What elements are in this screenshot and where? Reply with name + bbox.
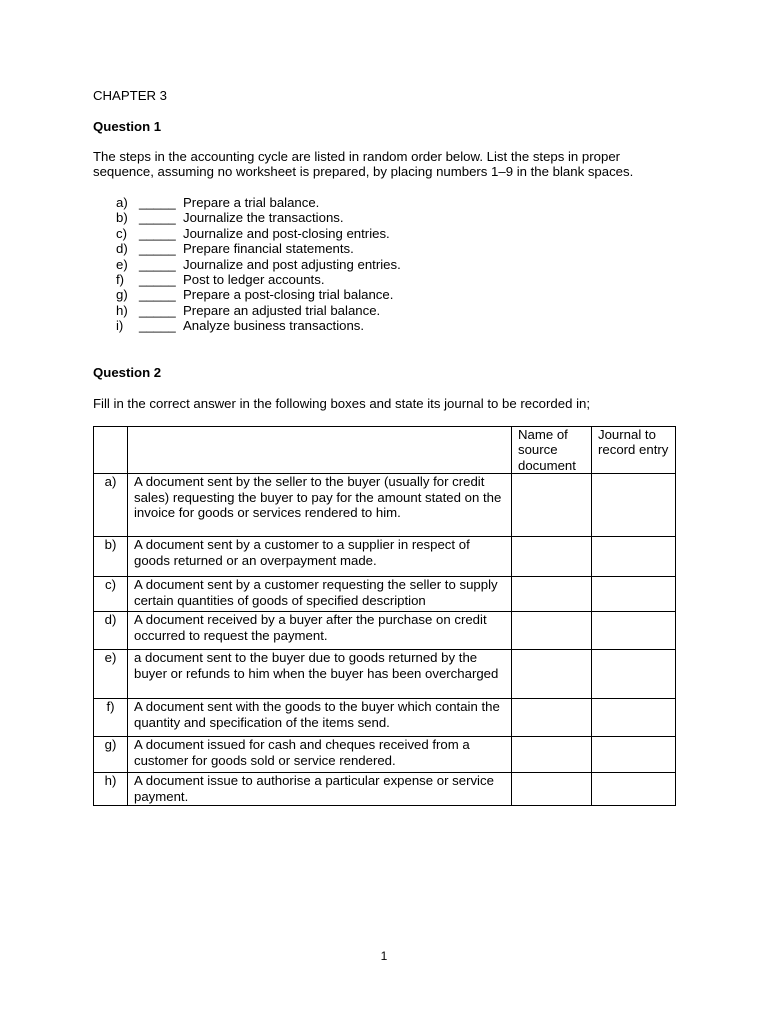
step-letter: a) <box>116 195 128 210</box>
row-description: A document sent with the goods to the buyer which contain the quantity and specification of the items send. <box>128 699 512 737</box>
step-letter: b) <box>116 210 128 226</box>
table-row <box>94 474 676 537</box>
row-letter: f) <box>94 699 128 737</box>
step-text: Journalize the transactions. <box>183 210 344 226</box>
source-document-answer-cell[interactable] <box>512 650 592 699</box>
answer-blank[interactable]: _____ <box>139 241 176 257</box>
step-letter: d) <box>116 241 128 257</box>
row-description: A document issue to authorise a particular expense or service payment. <box>128 773 512 806</box>
journal-answer-cell[interactable] <box>592 474 676 537</box>
step-letter: e) <box>116 256 128 272</box>
step-text: Analyze business transactions. <box>183 318 365 334</box>
answer-blank[interactable]: _____ <box>139 195 176 210</box>
table-row <box>94 773 676 806</box>
answer-blank[interactable]: _____ <box>139 225 176 241</box>
question-1-instructions-line-1: The steps in the accounting cycle are listed in random order below. List the steps in proper <box>93 149 621 164</box>
journal-answer-cell[interactable] <box>592 737 676 773</box>
step-text: Journalize and post adjusting entries. <box>183 256 401 272</box>
row-description: a document sent to the buyer due to goods returned by the buyer or refunds to him when the buyer has been overcharged <box>128 650 512 699</box>
question-1-instructions <box>93 149 633 180</box>
step-letter: i) <box>116 318 124 334</box>
row-description: A document sent by a customer requesting the seller to supply certain quantities of goods of specified description <box>128 577 512 612</box>
row-letter: e) <box>94 650 128 699</box>
row-letter: b) <box>94 537 128 577</box>
row-letter: g) <box>94 737 128 773</box>
answer-blank[interactable]: _____ <box>139 287 176 303</box>
answer-blank[interactable]: _____ <box>139 256 176 272</box>
source-document-answer-cell[interactable] <box>512 737 592 773</box>
answer-blank[interactable]: _____ <box>139 271 176 287</box>
table-row <box>94 699 676 737</box>
table-row <box>94 537 676 577</box>
source-document-answer-cell[interactable] <box>512 699 592 737</box>
step-text: Prepare financial statements. <box>183 241 354 257</box>
source-document-answer-cell[interactable] <box>512 577 592 612</box>
step-letter: h) <box>116 302 128 318</box>
answer-blank[interactable]: _____ <box>139 210 176 226</box>
row-letter: h) <box>94 773 128 806</box>
source-documents-table <box>93 426 676 806</box>
question-2-title: Question 2 <box>93 365 162 380</box>
row-letter: d) <box>94 612 128 650</box>
source-document-answer-cell[interactable] <box>512 773 592 806</box>
journal-answer-cell[interactable] <box>592 650 676 699</box>
row-description: A document sent by a customer to a supplier in respect of goods returned or an overpayment made. <box>128 537 512 577</box>
source-document-header: Name of source document <box>512 427 592 474</box>
step-text: Prepare a post-closing trial balance. <box>183 287 394 303</box>
blank-header-cell <box>94 427 128 474</box>
question-1-title: Question 1 <box>93 119 162 134</box>
source-document-answer-cell[interactable] <box>512 612 592 650</box>
row-description: A document issued for cash and cheques received from a customer for goods sold or service rendered. <box>128 737 512 773</box>
chapter-heading: CHAPTER 3 <box>93 88 168 103</box>
blank-header-cell <box>128 427 512 474</box>
journal-answer-cell[interactable] <box>592 577 676 612</box>
step-text: Prepare a trial balance. <box>183 195 320 210</box>
journal-answer-cell[interactable] <box>592 699 676 737</box>
answer-blank[interactable]: _____ <box>139 318 176 334</box>
page-number: 1 <box>380 949 388 963</box>
step-letter: g) <box>116 287 128 303</box>
journal-answer-cell[interactable] <box>592 773 676 806</box>
row-letter: a) <box>94 474 128 537</box>
row-description: A document received by a buyer after the purchase on credit occurred to request the payment. <box>128 612 512 650</box>
step-letter: f) <box>116 271 125 287</box>
table-row <box>94 650 676 699</box>
journal-answer-cell[interactable] <box>592 612 676 650</box>
row-description: A document sent by the seller to the buyer (usually for credit sales) requesting the buyer to pay for the amount stated on the invoice for goods or services rendered to him. <box>128 474 512 537</box>
journal-answer-cell[interactable] <box>592 537 676 577</box>
source-document-answer-cell[interactable] <box>512 474 592 537</box>
step-text: Journalize and post-closing entries. <box>183 225 390 241</box>
step-letter: c) <box>116 225 127 241</box>
question-1-instructions-line-2: sequence, assuming no worksheet is prepared, by placing numbers 1–9 in the blank spaces. <box>93 164 634 180</box>
step-text: Prepare an adjusted trial balance. <box>183 302 381 318</box>
step-text: Post to ledger accounts. <box>183 271 325 287</box>
answer-blank[interactable]: _____ <box>139 302 176 318</box>
table-row <box>94 737 676 773</box>
source-document-answer-cell[interactable] <box>512 537 592 577</box>
row-letter: c) <box>94 577 128 612</box>
table-header-row <box>94 427 676 474</box>
table-row <box>94 577 676 612</box>
journal-header: Journal to record entry <box>592 427 676 474</box>
question-2-instructions: Fill in the correct answer in the following boxes and state its journal to be recorded in; <box>93 396 590 411</box>
table-row <box>94 612 676 650</box>
